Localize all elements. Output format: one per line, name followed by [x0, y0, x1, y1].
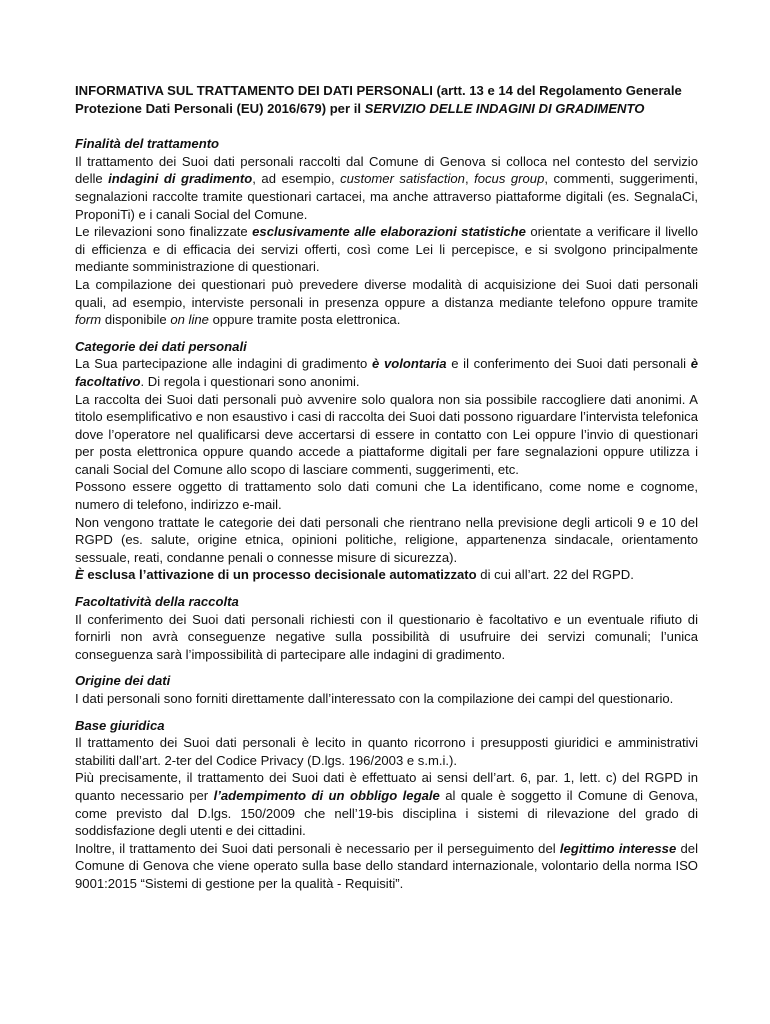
- text: La Sua partecipazione alle indagini di gradimento: [75, 356, 372, 372]
- text: , commenti, suggerimenti, segnalazioni raccolte tramite questionari cartacei, ma anche attraverso piattaforme digitali (es. SegnalaCi, ProponiTi) e i canali Social del Comune.: [75, 171, 698, 222]
- emphasis: on line: [170, 312, 209, 328]
- section-origine: [75, 672, 698, 707]
- emphasis: form: [75, 312, 102, 328]
- text: oppure tramite posta elettronica.: [208, 312, 401, 328]
- text: Più precisamente, il trattamento dei Suoi dati è effettuato ai sensi dell’art. 6, par. 1, lett. c) del RGPD in quanto necessario per: [75, 770, 698, 803]
- emphasis: indagini di gradimento: [108, 171, 253, 187]
- section-heading: Origine dei dati: [75, 673, 171, 689]
- paragraph: [75, 840, 698, 893]
- document-title: [75, 82, 698, 117]
- text: . Di regola i questionari sono anonimi.: [140, 373, 360, 389]
- emphasis: l’adempimento di un obbligo legale: [213, 787, 440, 803]
- emphasis: è facoltativo: [75, 356, 698, 389]
- emphasis: customer satisfaction: [340, 171, 465, 187]
- paragraph: [75, 276, 698, 329]
- section-heading: Finalità del trattamento: [75, 136, 220, 152]
- text: disponibile: [101, 312, 171, 328]
- section-finalita: [75, 135, 698, 329]
- text: Le rilevazioni sono finalizzate: [75, 224, 253, 240]
- title-service-name: SERVIZIO DELLE INDAGINI DI GRADIMENTO: [364, 100, 645, 116]
- text: al quale è soggetto il Comune di Genova, come previsto dal D.lgs. 150/2009 che nell’19-bis disciplina i sistemi di rilevazione del grado di soddisfazione degli utenti e dei cittadini.: [75, 787, 698, 839]
- text: del Comune di Genova che viene operato sulla base dello standard internazionale, volontario della norma ISO 9001:2015 “Sistemi di gestione per la qualità - Requisiti”.: [75, 840, 698, 891]
- text: orientate a verificare il livello di efficienza e di efficacia dei servizi offerti, così come Lei li percepisce, e si svolgono principalmente mediante somministrazione di questionari.: [75, 224, 699, 275]
- paragraph: [75, 769, 698, 839]
- emphasis: esclusivamente alle elaborazioni statistiche: [252, 224, 526, 240]
- paragraph: La raccolta dei Suoi dati personali può avvenire solo qualora non sia possibile raccogliere dati anonimi. A titolo esemplificativo e non esaustivo i casi di raccolta dei Suoi dati possono riguardare l’intervista telefonica dove l’operatore nel qualificarsi deve accertarsi di essere in contatto con Lei oppure l’invio di questionari per posta elettronica oppure quando accede a piattaforme digitali per fare segnalazioni oppure utilizza i canali Social del Comune allo scopo di lasciare commenti, suggerimenti, etc.: [75, 391, 699, 477]
- emphasis: è volontaria: [372, 356, 447, 372]
- emphasis: legittimo interesse: [559, 840, 677, 856]
- text: La compilazione dei questionari può prevedere diverse modalità di acquisizione dei Suoi dati personali quali, ad esempio, interviste personali in presenza oppure a distanza mediante telefono oppure tramite: [75, 276, 698, 310]
- section-heading: Base giuridica: [75, 717, 165, 733]
- paragraph: [75, 566, 698, 584]
- text: Il trattamento dei Suoi dati personali raccolti dal Comune di Genova si colloca nel contesto del servizio delle: [75, 153, 698, 187]
- text: , ad esempio,: [252, 171, 341, 187]
- text: e il conferimento dei Suoi dati personali: [446, 356, 691, 372]
- text: ,: [464, 171, 475, 187]
- emphasis: focus group: [474, 171, 545, 187]
- emphasis: È: [75, 567, 84, 583]
- paragraph: Non vengono trattate le categorie dei dati personali che rientrano nella previsione degli articoli 9 e 10 del RGPD (es. salute, origine etnica, opinioni politiche, religione, appartenenza sindacale, orientamento sessuale, reati, condanne penali o connesse misure di sicurezza).: [75, 514, 698, 565]
- paragraph: Possono essere oggetto di trattamento solo dati comuni che La identificano, come nome e cognome, numero di telefono, indirizzo e-mail.: [75, 479, 698, 513]
- title-text: INFORMATIVA SUL TRATTAMENTO DEI DATI PERSONALI (artt. 13 e 14 del Regolamento Generale Protezione Dati Personali (EU) 2016/679) per il: [75, 83, 682, 116]
- text: di cui all’art. 22 del RGPD.: [476, 567, 634, 583]
- paragraph: Il trattamento dei Suoi dati personali è lecito in quanto ricorrono i presupposti giuridici e amministrativi stabiliti dall’art. 2-ter del Codice Privacy (D.lgs. 196/2003 e s.m.i.).: [75, 735, 698, 768]
- section-base-giuridica: [75, 717, 698, 893]
- paragraph: [75, 355, 698, 390]
- section-heading: Facoltatività della raccolta: [75, 594, 239, 610]
- section-categorie: [75, 338, 698, 584]
- text: Inoltre, il trattamento dei Suoi dati personali è necessario per il perseguimento del: [75, 840, 560, 856]
- paragraph: Il conferimento dei Suoi dati personali richiesti con il questionario è facoltativo e un eventuale rifiuto di fornirli non avrà conseguenze negative sulla possibilità di usufruire dei servizi comunali; l’unica conseguenza sarà l’impossibilità di partecipare alle indagini di gradimento.: [75, 611, 698, 662]
- emphasis: esclusa l’attivazione di un processo decisionale automatizzato: [83, 567, 477, 583]
- paragraph: [75, 223, 698, 276]
- paragraph: [75, 153, 698, 223]
- paragraph: I dati personali sono forniti direttamente dall’interessato con la compilazione dei campi del questionario.: [75, 691, 674, 706]
- section-heading: Categorie dei dati personali: [75, 338, 247, 354]
- section-facoltativita: [75, 593, 698, 663]
